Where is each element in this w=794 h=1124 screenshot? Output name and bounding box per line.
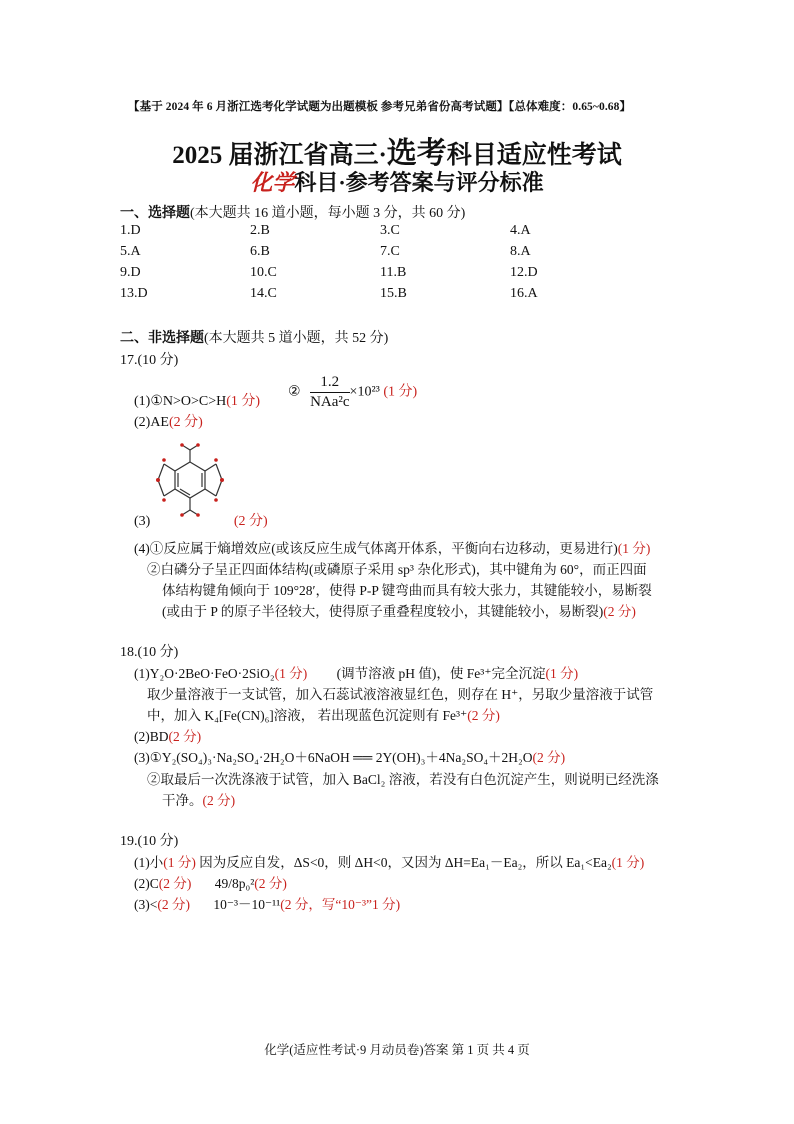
q18-part1-line3: [147, 704, 500, 724]
score: (1 分): [611, 855, 645, 870]
q19-part1-answer: (1)小: [134, 855, 164, 870]
circled-number: ②: [288, 384, 301, 400]
q17-heading: 17.(10 分): [120, 353, 179, 368]
q17-part4b-line3: [162, 600, 636, 620]
q17-part3: [134, 510, 268, 530]
q17-part1a-answer: (1)①N>O>C>H: [134, 394, 227, 409]
score: (2 分): [532, 750, 566, 765]
q18-heading: 18.(10 分): [120, 645, 179, 660]
molecule-structure-image: [150, 440, 230, 520]
q18-part3-line2: ②取最后一次洗涤液于试管，加入 BaCl₂ 溶液，若没有白色沉淀产生，则说明已经洗涤: [147, 772, 659, 787]
choice-answer: 6.B: [250, 244, 270, 259]
score: (2 分): [603, 604, 636, 619]
score: (2 分): [233, 514, 268, 529]
q17-part1a: [134, 390, 260, 410]
choice-answer: 10.C: [250, 265, 277, 280]
choice-answer: 15.B: [380, 286, 407, 301]
q18-part2-answer: (2)BD: [134, 729, 169, 744]
q19-part2: [134, 872, 287, 892]
choice-row: [120, 286, 640, 307]
title-part-1: 2025 届浙江省高三·: [172, 142, 387, 169]
subtitle-rest: 科目·参考答案与评分标准: [294, 170, 544, 195]
section-1-note: (本大题共 16 道小题，每小题 3 分，共 60 分): [190, 206, 466, 221]
q17-part3-label: (3): [134, 514, 151, 529]
q18-part1-answer: (1)Y₂O·2BeO·FeO·2SiO₂: [134, 666, 275, 681]
q17-part4a-answer: (4)①反应属于熵增效应(或该反应生成气体离开体系，平衡向右边移动，更易进行): [134, 541, 618, 556]
choice-row: [120, 223, 640, 244]
section-1-title: 一、选择题: [120, 206, 190, 221]
q19-part2-answer: (2)C: [134, 876, 159, 891]
choice-row: [120, 244, 640, 265]
fraction: [310, 374, 349, 411]
choice-answer: 9.D: [120, 265, 141, 280]
q18-part3-line3: [162, 789, 235, 809]
q19-part3-answer: (3)<: [134, 897, 158, 912]
score: (1 分): [545, 666, 579, 681]
choice-answer: 4.A: [510, 223, 531, 238]
q17-part1b: [288, 374, 417, 411]
title-part-2: 选考: [386, 137, 447, 170]
q18-part3-line3-text: 干净。: [162, 793, 203, 808]
choice-answer: 12.D: [510, 265, 538, 280]
q18-part2: [134, 725, 201, 745]
q18-part3: [134, 746, 565, 766]
fraction-numerator: 1.2: [310, 374, 349, 393]
score: (1 分): [617, 541, 651, 556]
section-2-title: 二、非选择题: [120, 331, 204, 346]
choice-answer: 7.C: [380, 244, 400, 259]
score: (1 分): [226, 394, 261, 409]
header-note: 【基于 2024 年 6 月浙江选考化学试题为出题模板 参考兄弟省份高考试题】【总体难度：0.65~0.68】: [128, 101, 632, 113]
fraction-multiplier: ×10²³: [349, 384, 380, 400]
q19-part1-reason: 因为反应自发，ΔS<0，则 ΔH<0，又因为 ΔH=Ea₁－Ea₂，所以 Ea₁<Ea₂: [195, 855, 612, 870]
q17-part2-answer: (2)AE: [134, 415, 169, 430]
choice-answer: 1.D: [120, 223, 141, 238]
q18-part1: [134, 662, 578, 682]
score: (2 分): [169, 415, 203, 430]
q18-part1-line2: 取少量溶液于一支试管，加入石蕊试液溶液显红色，则存在 H⁺，另取少量溶液于试管: [147, 687, 654, 702]
q19-heading: 19.(10 分): [120, 834, 179, 849]
section-2-heading: [120, 327, 388, 347]
choice-answer: 8.A: [510, 244, 531, 259]
score: (2 分): [157, 897, 190, 912]
section-1-heading: [120, 202, 465, 222]
score: (1 分): [163, 855, 196, 870]
score: (1 分): [383, 384, 418, 400]
score: (2 分): [202, 793, 236, 808]
score: (2 分，写“10⁻³”1 分): [280, 897, 401, 912]
section-2-note: (本大题共 5 道小题，共 52 分): [204, 331, 389, 346]
q17-part4b-line2: 体结构键角倾向于 109°28′，使得 P-P 键弯曲而具有较大张力，其键能较小，易断裂: [162, 583, 652, 598]
page-subtitle: [0, 166, 794, 197]
q19-part2-b: 49/8p₀²: [214, 876, 255, 891]
q19-part3-b: 10⁻³－10⁻¹¹: [213, 897, 281, 912]
q17-part2: [134, 411, 203, 431]
choice-answer: 16.A: [510, 286, 538, 301]
q17-part4b-line1: ②白磷分子呈正四面体结构(或磷原子采用 sp³ 杂化形式)，其中键角为 60°，而正四面: [147, 562, 647, 577]
q19-part1: [134, 851, 644, 871]
choice-answer: 11.B: [380, 265, 407, 280]
q17-part4a: [134, 537, 650, 557]
score: (2 分): [158, 876, 192, 891]
score: (2 分): [168, 729, 202, 744]
choice-answer: 3.C: [380, 223, 400, 238]
q18-part1-line3-text: 中，加入 K₄[Fe(CN)₆]溶液， 若出现蓝色沉淀则有 Fe³⁺: [147, 708, 468, 723]
page-footer: 化学(适应性考试·9 月动员卷)答案 第 1 页 共 4 页: [264, 1043, 530, 1057]
choice-answer: 13.D: [120, 286, 148, 301]
choice-answer: 5.A: [120, 244, 141, 259]
fraction-denominator: NAa²c: [310, 394, 350, 410]
score: (2 分): [254, 876, 287, 891]
choice-answer-grid: [120, 223, 640, 307]
subtitle-subject: 化学: [250, 170, 295, 195]
q17-part4b-line3-text: (或由于 P 的原子半径较大，使得原子重叠程度较小，其键能较小，易断裂): [162, 604, 604, 619]
choice-answer: 2.B: [250, 223, 270, 238]
choice-row: [120, 265, 640, 286]
q18-part3-equation: (3)①Y₂(SO₄)₃·Na₂SO₄·2H₂O＋6NaOH ══ 2Y(OH)₃＋4Na₂SO₄＋2H₂O: [134, 750, 533, 765]
score: (1 分): [274, 666, 308, 681]
q19-part3: [134, 893, 400, 913]
q18-part1-b: (调节溶液 pH 值)，使 Fe³⁺完全沉淀: [336, 666, 546, 681]
choice-answer: 14.C: [250, 286, 277, 301]
score: (2 分): [467, 708, 500, 723]
title-part-3: 科目适应性考试: [446, 142, 622, 169]
